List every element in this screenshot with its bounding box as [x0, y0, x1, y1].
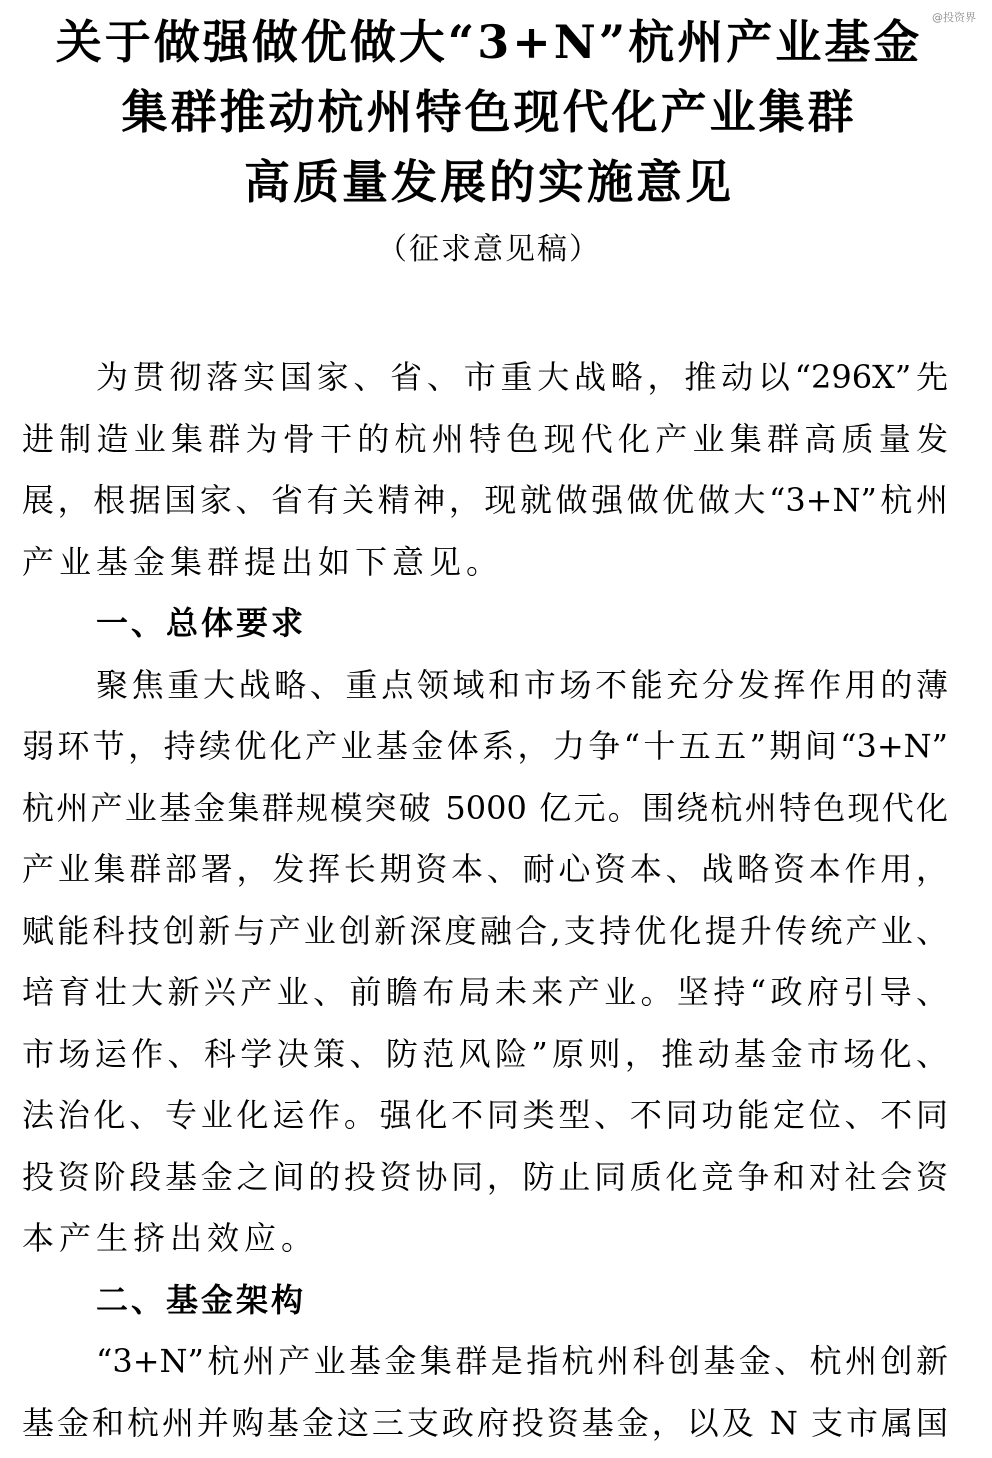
paragraph-line: 展，根据国家、省有关精神，现就做强做优做大“3+N”杭州 — [22, 481, 948, 519]
paragraph-line: 杭州产业基金集群规模突破 5000 亿元。围绕杭州特色现代化 — [22, 788, 948, 827]
title-line: 高质量发展的实施意见 — [244, 155, 734, 209]
paragraph-line: 法治化、专业化运作。强化不同类型、不同功能定位、不同 — [22, 1096, 948, 1134]
paragraph-preamble — [22, 347, 948, 593]
paragraph-line: 产业集群部署，发挥长期资本、耐心资本、战略资本作用， — [22, 850, 948, 888]
paragraph-line: 聚焦重大战略、重点领域和市场不能充分发挥作用的薄 — [96, 665, 948, 704]
paragraph-line: 投资阶段基金之间的投资协同，防止同质化竞争和对社会资 — [22, 1157, 948, 1196]
document-subtitle: （征求意见稿） — [377, 232, 601, 267]
section-heading-overall-requirements: 一、总体要求 — [96, 604, 307, 642]
title-line: 集群推动杭州特色现代化产业集群 — [121, 85, 857, 139]
section-heading-fund-structure: 二、基金架构 — [96, 1280, 307, 1319]
paragraph-line: “3+N”杭州产业基金集群是指杭州科创基金、杭州创新 — [96, 1342, 948, 1380]
watermark: @投资界 — [932, 11, 976, 24]
paragraph-line: 赋能科技创新与产业创新深度融合,支持优化提升传统产业、 — [22, 911, 948, 950]
document-body — [22, 347, 948, 1454]
paragraph-line: 弱环节，持续优化产业基金体系，力争“十五五”期间“3+N” — [22, 727, 948, 765]
paragraph-line: 产业基金集群提出如下意见。 — [22, 542, 504, 581]
document-title — [0, 7, 978, 217]
paragraph-line: 进制造业集群为骨干的杭州特色现代化产业集群高质量发 — [22, 419, 948, 458]
paragraph-line: 为贯彻落实国家、省、市重大战略，推动以“296X”先 — [96, 358, 948, 396]
paragraph-line: 基金和杭州并购基金这三支政府投资基金，以及 N 支市属国 — [22, 1403, 948, 1442]
paragraph-line: 市场运作、科学决策、防范风险”原则，推动基金市场化、 — [22, 1034, 948, 1073]
title-line: 关于做强做优做大“3+N”杭州产业基金 — [55, 15, 923, 69]
paragraph-fund-structure — [22, 1331, 948, 1454]
paragraph-line: 本产生挤出效应。 — [22, 1219, 319, 1257]
paragraph-line: 培育壮大新兴产业、前瞻布局未来产业。坚持“政府引导、 — [22, 973, 948, 1011]
paragraph-overall-requirements — [22, 655, 948, 1270]
